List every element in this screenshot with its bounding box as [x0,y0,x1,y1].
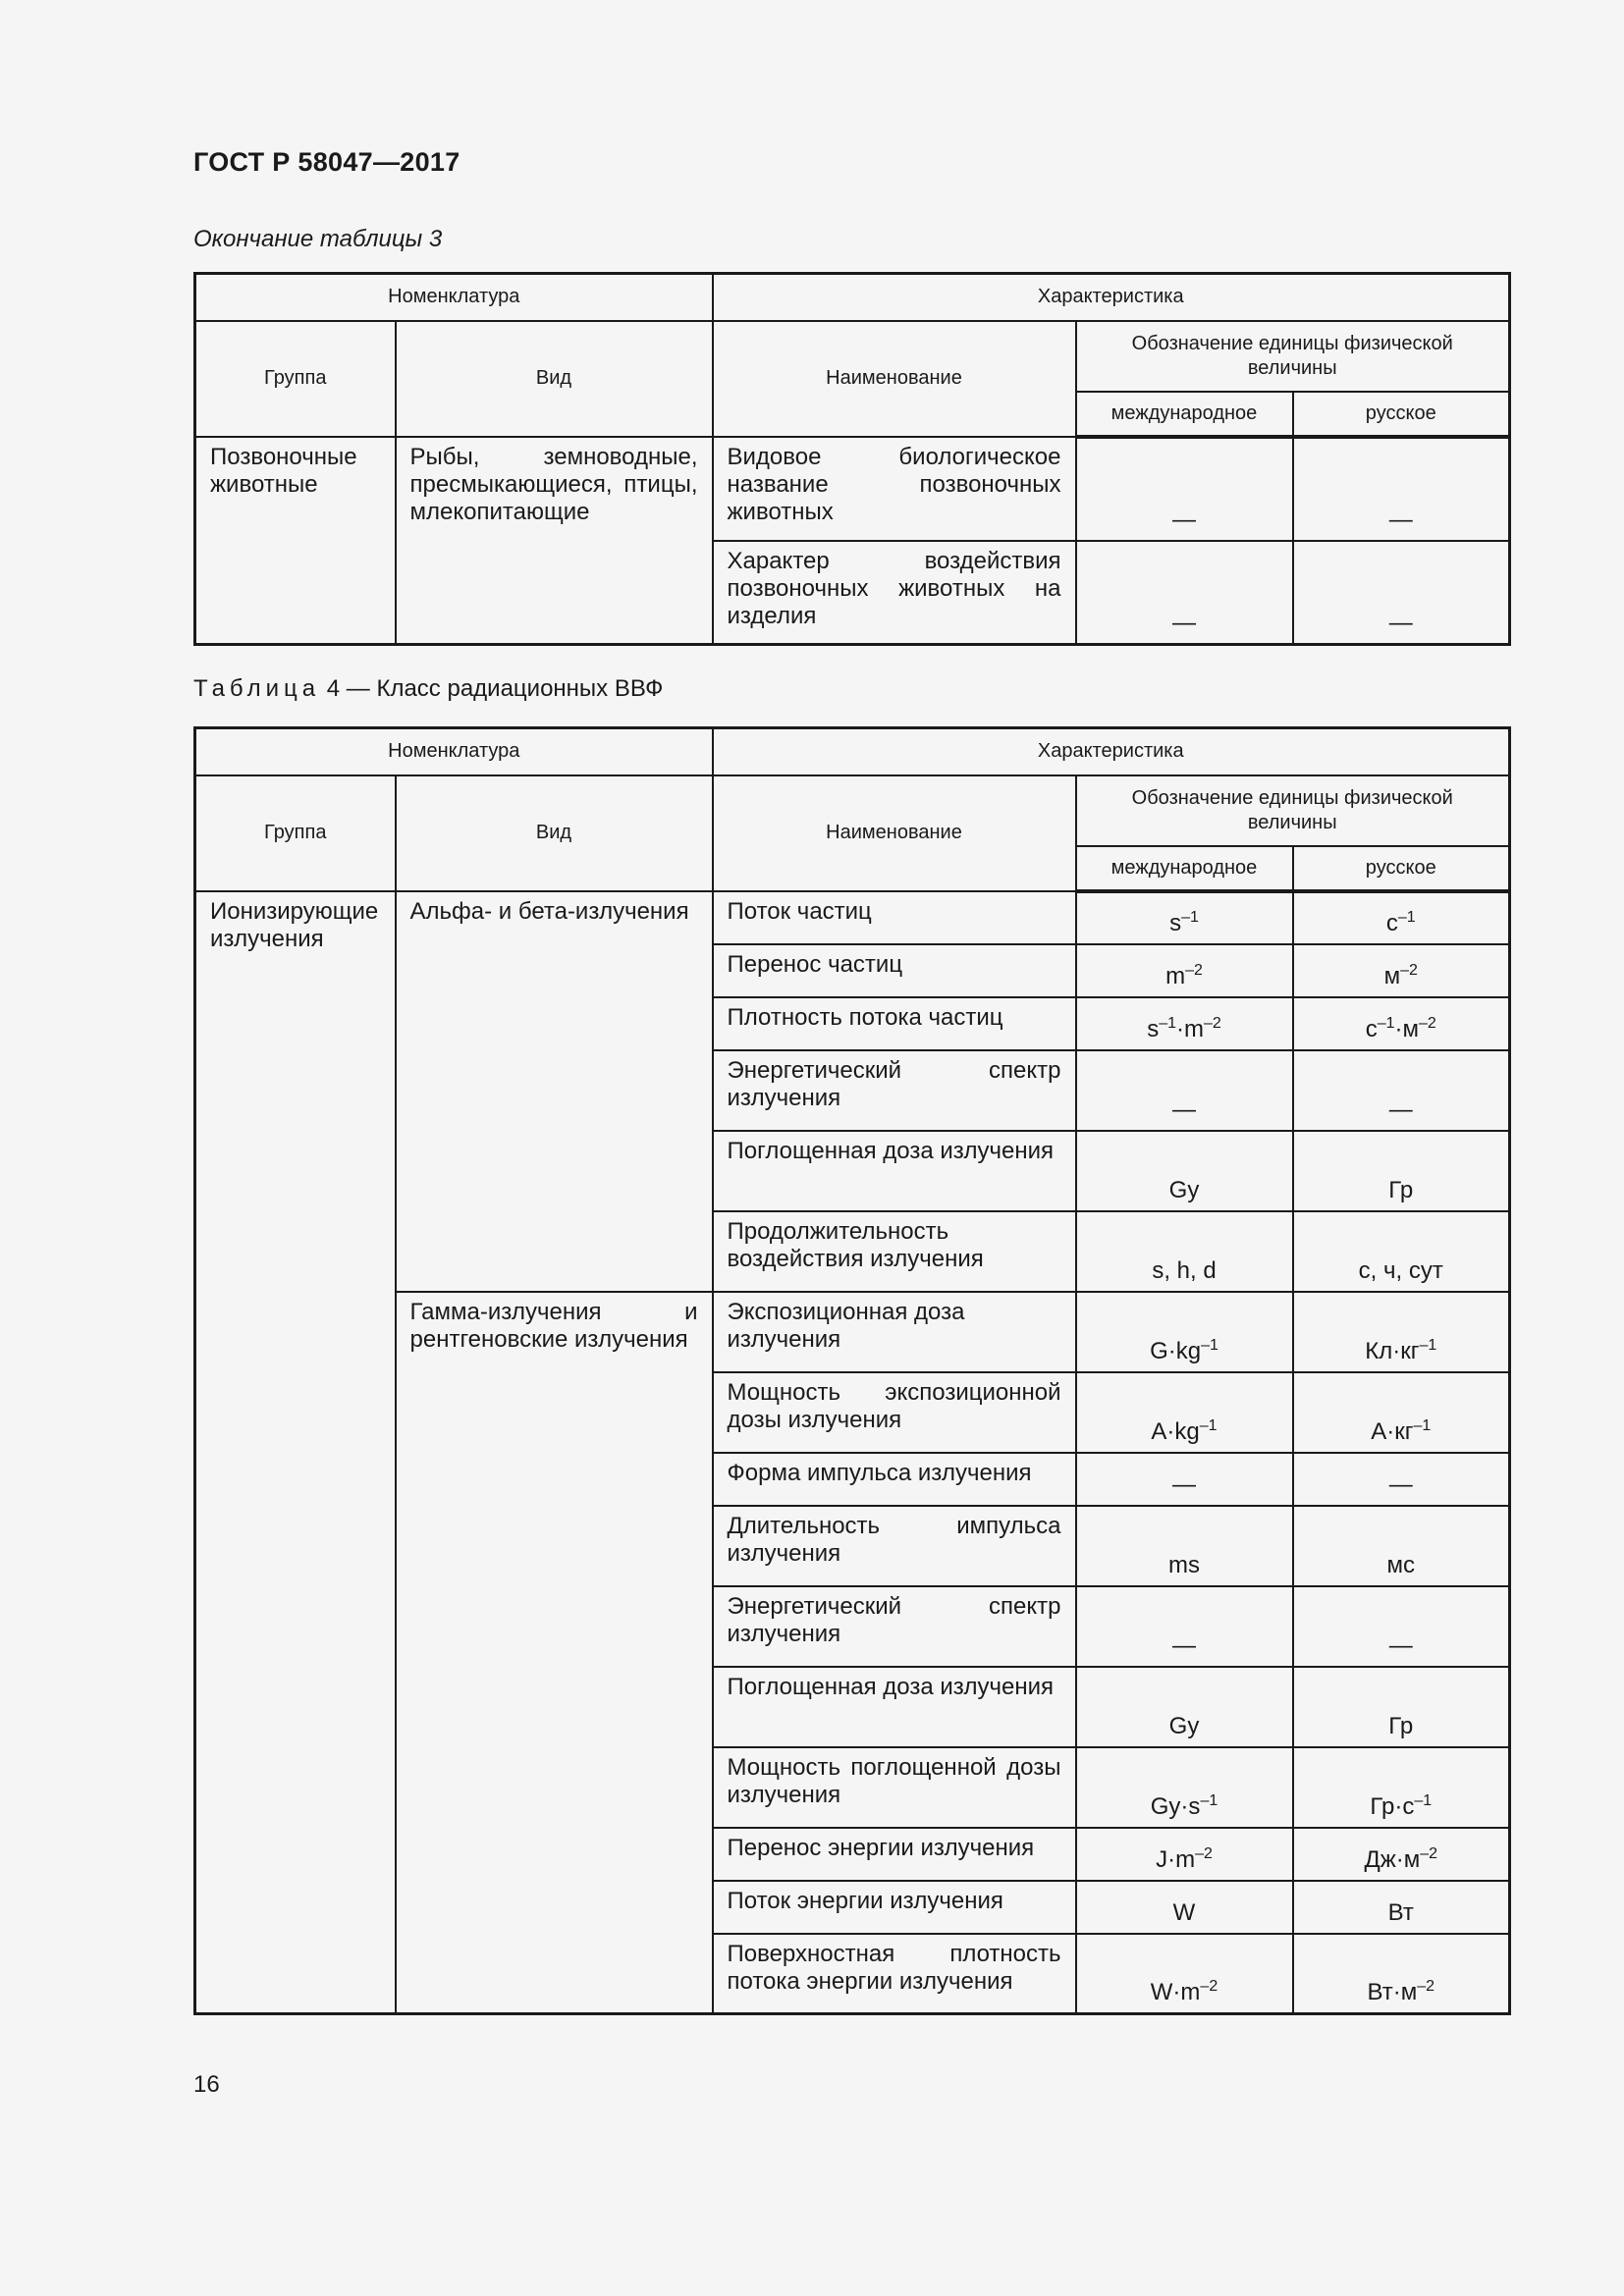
row-rus: с, ч, сут [1293,1211,1510,1292]
header-characteristic: Характеристика [713,274,1510,321]
row-name: Мощность поглощенной дозы излучения [713,1747,1076,1828]
header-kind: Вид [396,321,713,437]
row-intl: $J\cdot m^{-2}$ [1076,1828,1293,1881]
table4-caption [193,675,663,703]
row-rus: Гр [1293,1131,1510,1211]
group-cell: Ионизирующие излучения [195,891,396,2014]
row-name: Плотность потока частиц [713,997,1076,1050]
header-name: Наименование [713,775,1076,891]
header-rus: русское [1293,846,1510,891]
header-group: Группа [195,321,396,437]
page-number: 16 [193,2071,220,2098]
row-intl: Gy [1076,1667,1293,1747]
table4-caption-prefix: Таблица [193,675,321,702]
row-name: Поглощенная доза излучения [713,1131,1076,1211]
row-rus: — [1293,541,1510,645]
header-group: Группа [195,775,396,891]
row-rus: Вт [1293,1881,1510,1934]
row-intl: $W\cdot m^{-2}$ [1076,1934,1293,2014]
row-name: Поверхностная плотность потока энергии излучения [713,1934,1076,2014]
row-name: Поток частиц [713,891,1076,944]
row-intl: — [1076,1050,1293,1131]
header-rus: русское [1293,392,1510,437]
row-name: Энергетический спектр излучения [713,1050,1076,1131]
row-rus: $Кл\cdot кг^{-1}$ [1293,1292,1510,1372]
row-rus: $с^{-1}$ [1293,891,1510,944]
row-rus: Гр [1293,1667,1510,1747]
document-id: ГОСТ Р 58047—2017 [193,147,460,177]
table4 [193,726,1511,2015]
header-intl: международное [1076,846,1293,891]
header-nomenclature: Номенклатура [195,274,713,321]
row-name: Длительность импульса излучения [713,1506,1076,1586]
header-unit: Обозначение единицы физической величины [1076,321,1510,392]
row-name: Энергетический спектр излучения [713,1586,1076,1667]
row-rus: $Гр\cdot с^{-1}$ [1293,1747,1510,1828]
row-intl: — [1076,1586,1293,1667]
group-cell: Позвоночные животные [195,437,396,645]
row-intl: W [1076,1881,1293,1934]
row-intl: — [1076,1453,1293,1506]
row-intl: ms [1076,1506,1293,1586]
row-rus: $Вт\cdot м^{-2}$ [1293,1934,1510,2014]
header-characteristic: Характеристика [713,728,1510,775]
row-name: Перенос энергии излучения [713,1828,1076,1881]
row-name: Перенос частиц [713,944,1076,997]
row-name: Видовое биологическое название позвоночных животных [713,437,1076,541]
table3-continuation [193,272,1511,646]
table3-continuation-caption: Окончание таблицы 3 [193,226,443,252]
header-nomenclature: Номенклатура [195,728,713,775]
row-rus: $м^{-2}$ [1293,944,1510,997]
header-intl: международное [1076,392,1293,437]
kind-cell: Рыбы, земноводные, пресмыкающиеся, птицы, млекопитающие [396,437,713,645]
kind-cell-alpha: Альфа- и бета-излучения [396,891,713,1292]
row-rus: — [1293,437,1510,541]
row-name: Продолжительность воздействия излучения [713,1211,1076,1292]
row-name: Экспозиционная доза излучения [713,1292,1076,1372]
row-intl: — [1076,541,1293,645]
row-intl: Gy [1076,1131,1293,1211]
row-rus: — [1293,1586,1510,1667]
header-unit: Обозначение единицы физической величины [1076,775,1510,846]
row-name: Поглощенная доза излучения [713,1667,1076,1747]
header-name: Наименование [713,321,1076,437]
row-name: Мощность экспозиционной дозы излучения [713,1372,1076,1453]
row-intl: $s^{-1}\cdot m^{-2}$ [1076,997,1293,1050]
row-intl: $m^{-2}$ [1076,944,1293,997]
row-intl: $s^{-1}$ [1076,891,1293,944]
row-intl: $Gy\cdot s^{-1}$ [1076,1747,1293,1828]
row-name: Поток энергии излучения [713,1881,1076,1934]
row-intl: $G\cdot kg^{-1}$ [1076,1292,1293,1372]
header-kind: Вид [396,775,713,891]
row-rus: $А\cdot кг^{-1}$ [1293,1372,1510,1453]
row-rus: $с^{-1}\cdot м^{-2}$ [1293,997,1510,1050]
row-rus: — [1293,1453,1510,1506]
row-rus: мс [1293,1506,1510,1586]
table4-caption-rest: 4 — Класс радиационных ВВФ [326,675,664,702]
row-intl: — [1076,437,1293,541]
row-rus: — [1293,1050,1510,1131]
row-name: Характер воздействия позвоночных животных на изделия [713,541,1076,645]
row-intl: s, h, d [1076,1211,1293,1292]
row-rus: $Дж\cdot м^{-2}$ [1293,1828,1510,1881]
kind-cell-gamma: Гамма-излучения и рентгеновские излучения [396,1292,713,2014]
row-intl: $A\cdot kg^{-1}$ [1076,1372,1293,1453]
row-name: Форма импульса излучения [713,1453,1076,1506]
